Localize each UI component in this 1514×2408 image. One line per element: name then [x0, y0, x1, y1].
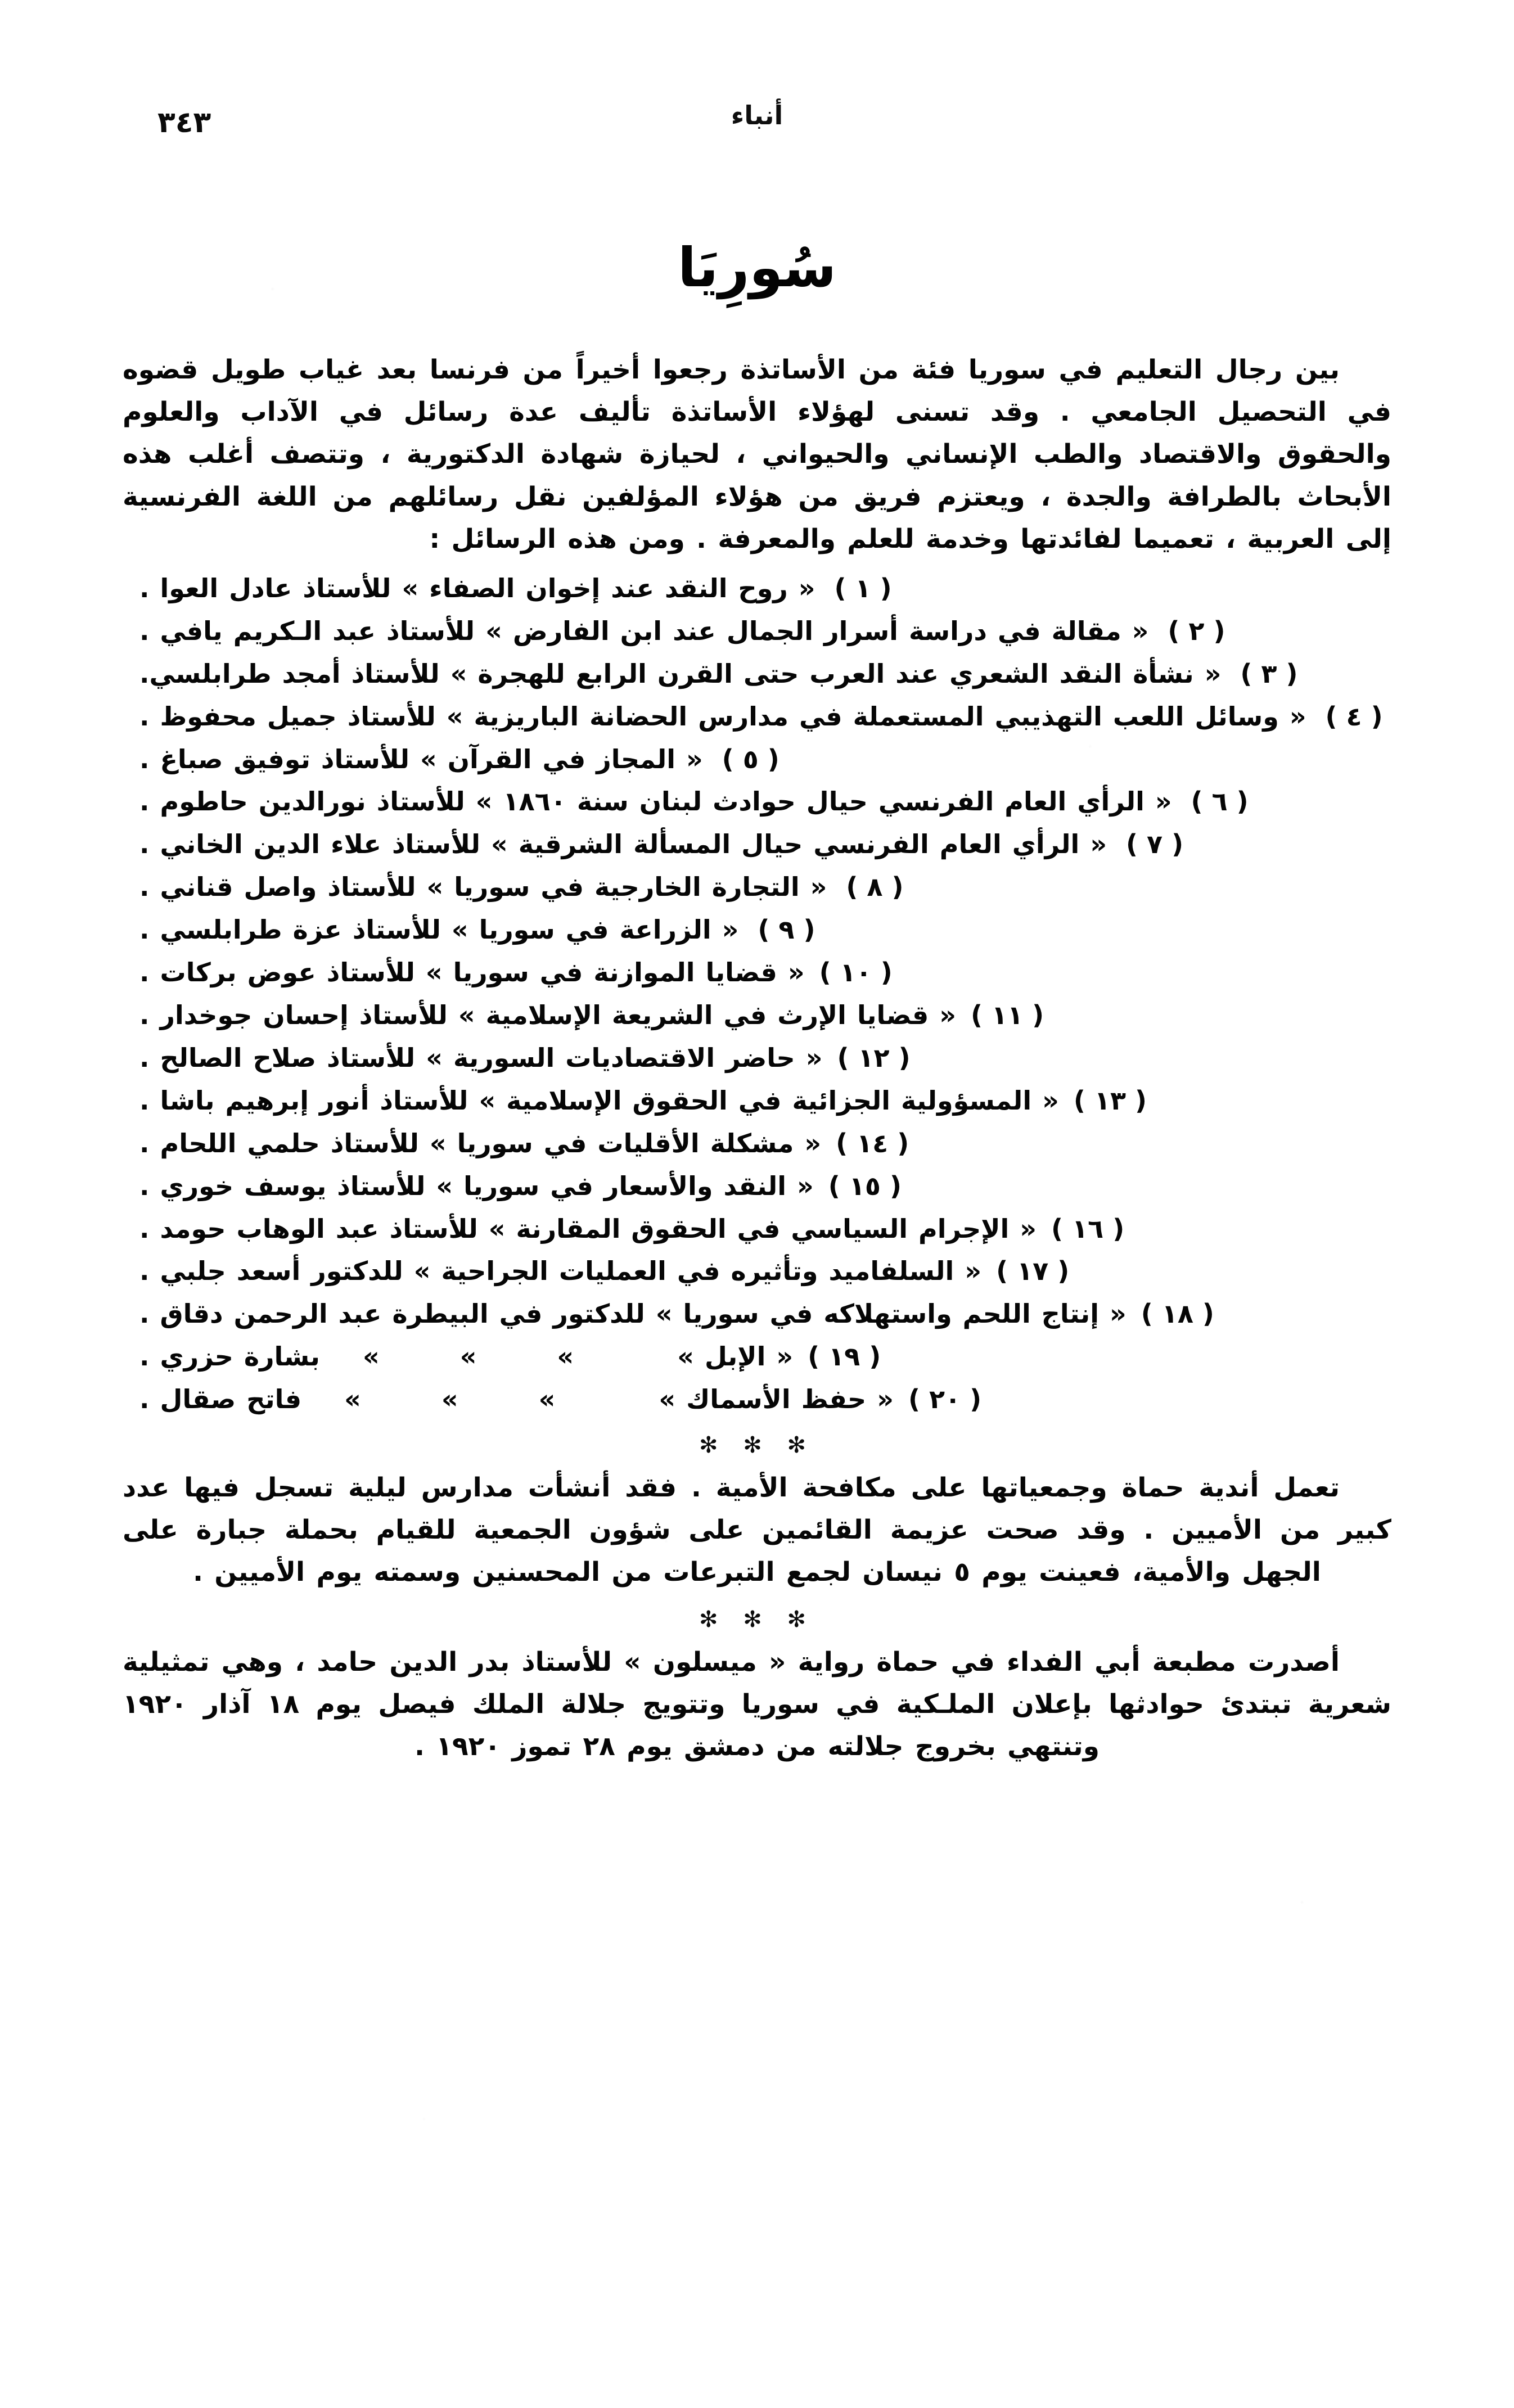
text-column: [123, 349, 1391, 1771]
risala-number: ( ٧ ): [1125, 829, 1184, 860]
risala-item: [123, 1380, 1391, 1419]
risala-entry: « إنتاج اللحم واستهلاكه في سوريا » للدكتور في البيطرة عبد الرحمن دقاق .: [139, 1298, 1127, 1329]
risala-number: ( ٩ ): [758, 914, 815, 945]
risala-item: [123, 953, 1391, 993]
risala-author: فاتح صقال .: [139, 1384, 302, 1415]
risala-entry: « قضايا الموازنة في سوريا » للأستاذ عوض بركات .: [139, 957, 805, 988]
note-paragraph-1: تعمل أندية حماة وجمعياتها على مكافحة الأمية . فقد أنشأت مدارس ليلية تسجل فيها عدد كبير من الأميين . وقد صحت عزيمة القائمين على شؤون الجمعية للقيام بحملة جبارة على الجهل والأمية، فعينت يوم ٥ نيسان لجمع التبرعات من المحسنين وسمته يوم الأميين .: [123, 1472, 1391, 1588]
risala-entry: « الرأي العام الفرنسي حيال حوادث لبنان سنة ١٨٦٠ » للأستاذ نورالدين حاطوم .: [139, 786, 1172, 817]
risala-item: [123, 1081, 1391, 1121]
risala-item: [123, 569, 1391, 608]
risala-item: [123, 655, 1391, 694]
risala-item: [123, 740, 1391, 779]
risala-author: بشارة حزري .: [139, 1341, 320, 1372]
risala-item: [123, 1210, 1391, 1249]
risala-item: [123, 1295, 1391, 1334]
running-head: [0, 100, 1514, 162]
note-paragraph-2: أصدرت مطبعة أبي الفداء في حماة رواية « ميسلون » للأستاذ بدر الدين حامد ، وهي تمثيلية شعرية تبتدئ حوادثها بإعلان الملـكية في سوريا وتتويج جلالة الملك فيصل يوم ١٨ آذار ١٩٢٠ وتنتهي بخروج جلالته من دمشق يوم ٢٨ تموز ١٩٢٠ .: [123, 1646, 1392, 1762]
risala-title: « الإبل »: [677, 1341, 794, 1372]
risala-item: [123, 697, 1391, 737]
risala-number: ( ٥ ): [722, 743, 779, 774]
risala-entry: « السلفاميد وتأثيره في العمليات الجراحية » للدكتور أسعد جلبي .: [139, 1256, 982, 1287]
risala-entry: « نشأة النقد الشعري عند العرب حتى القرن الرابع للهجرة » للأستاذ أمجد طرابلسي.: [139, 658, 1222, 689]
risala-item: [123, 910, 1391, 950]
risala-item: [123, 1167, 1391, 1206]
risala-entry: « قضايا الإرث في الشريعة الإسلامية » للأستاذ إحسان جوخدار .: [139, 1000, 956, 1030]
risala-number: ( ١٥ ): [828, 1170, 902, 1201]
risala-number: ( ١ ): [834, 572, 892, 603]
risala-item: [123, 1337, 1391, 1377]
risala-number: ( ١٢ ): [837, 1042, 911, 1073]
risala-entry: [139, 1337, 793, 1377]
risala-item: [123, 782, 1391, 822]
risala-number: ( ١٩ ): [808, 1341, 881, 1372]
risala-number: ( ٢ ): [1168, 615, 1225, 646]
intro-paragraph: بين رجال التعليم في سوريا فئة من الأساتذة رجعوا أخيراً من فرنسا بعد غياب طويل قضوه في التحصيل الجامعي . وقد تسنى لهؤلاء الأساتذة تأليف عدة رسائل في الآداب والعلوم والحقوق والاقتصاد والطب الإنساني والحيواني ، لحيازة شهادة الدكتورية ، وتتصف أغلب هذه الأبحاث بالطرافة والجدة ، ويعتزم فريق من هؤلاء المؤلفين نقل رسائلهم من اللغة الفرنسية إلى العربية ، تعميما لفائدتها وخدمة للعلم والمعرفة . ومن هذه الرسائل :: [123, 354, 1391, 554]
risala-entry: « الرأي العام الفرنسي حيال المسألة الشرقية » للأستاذ علاء الدين الخاني .: [139, 829, 1107, 860]
risala-title: « حفظ الأسماك »: [659, 1384, 894, 1415]
risala-number: ( ١٤ ): [836, 1128, 909, 1158]
risala-entry: « حاضر الاقتصاديات السورية » للأستاذ صلاح الصالح .: [139, 1042, 823, 1073]
risala-number: ( ٣ ): [1240, 658, 1298, 689]
risala-item: [123, 825, 1391, 864]
star-separator-2: ✻ ✻ ✻: [699, 1606, 815, 1633]
risala-number: ( ١٣ ): [1073, 1085, 1147, 1116]
ditto-marks: » » »: [362, 1341, 609, 1372]
risala-entry: « روح النقد عند إخوان الصفاء » للأستاذ عادل العوا .: [139, 572, 815, 603]
risala-number: ( ١١ ): [970, 1000, 1044, 1030]
risala-number: ( ١٠ ): [819, 957, 893, 988]
risala-item: [123, 996, 1391, 1035]
risala-number: ( ٦ ): [1191, 786, 1249, 817]
risala-item: [123, 1252, 1391, 1291]
risala-entry: « مقالة في دراسة أسرار الجمال عند ابن الفارض » للأستاذ عبد الـكريم يافي .: [139, 615, 1149, 646]
risala-number: ( ١٦ ): [1051, 1213, 1125, 1244]
risala-entry: « الزراعة في سوريا » للأستاذ عزة طرابلسي .: [139, 914, 739, 945]
risala-item: [123, 612, 1391, 651]
risala-entry: « مشكلة الأقليات في سوريا » للأستاذ حلمي اللحام .: [139, 1128, 822, 1158]
risala-entry: « المجاز في القرآن » للأستاذ توفيق صباغ .: [139, 743, 703, 774]
folio-number: ٣٤٣: [157, 106, 211, 139]
risala-number: ( ٤ ): [1325, 701, 1383, 732]
risala-entry: « التجارة الخارجية في سوريا » للأستاذ واصل قناني .: [139, 872, 827, 903]
risala-item: [123, 1039, 1391, 1078]
risalat-list: [123, 569, 1391, 1419]
risala-entry: [139, 1380, 894, 1419]
risala-number: ( ٨ ): [846, 872, 904, 903]
risala-entry: « المسؤولية الجزائية في الحقوق الإسلامية » للأستاذ أنور إبرهيم باشا .: [139, 1085, 1059, 1116]
star-separator-1: ✻ ✻ ✻: [699, 1432, 815, 1459]
risala-entry: « الإجرام السياسي في الحقوق المقارنة » للأستاذ عبد الوهاب حومد .: [139, 1213, 1037, 1244]
risala-number: ( ١٨ ): [1141, 1298, 1214, 1329]
article-title: سُورِيَا: [678, 236, 836, 300]
running-head-title: أنباء: [731, 100, 783, 130]
risala-number: ( ١٧ ): [996, 1256, 1070, 1287]
risala-entry: « وسائل اللعب التهذيبي المستعملة في مدارس الحضانة الباريزية » للأستاذ جميل محفوظ .: [139, 701, 1306, 732]
risala-number: ( ٢٠ ): [908, 1384, 982, 1415]
risala-item: [123, 868, 1391, 907]
ditto-marks: » » »: [344, 1384, 591, 1415]
risala-item: [123, 1124, 1391, 1164]
risala-entry: « النقد والأسعار في سوريا » للأستاذ يوسف خوري .: [139, 1170, 814, 1201]
